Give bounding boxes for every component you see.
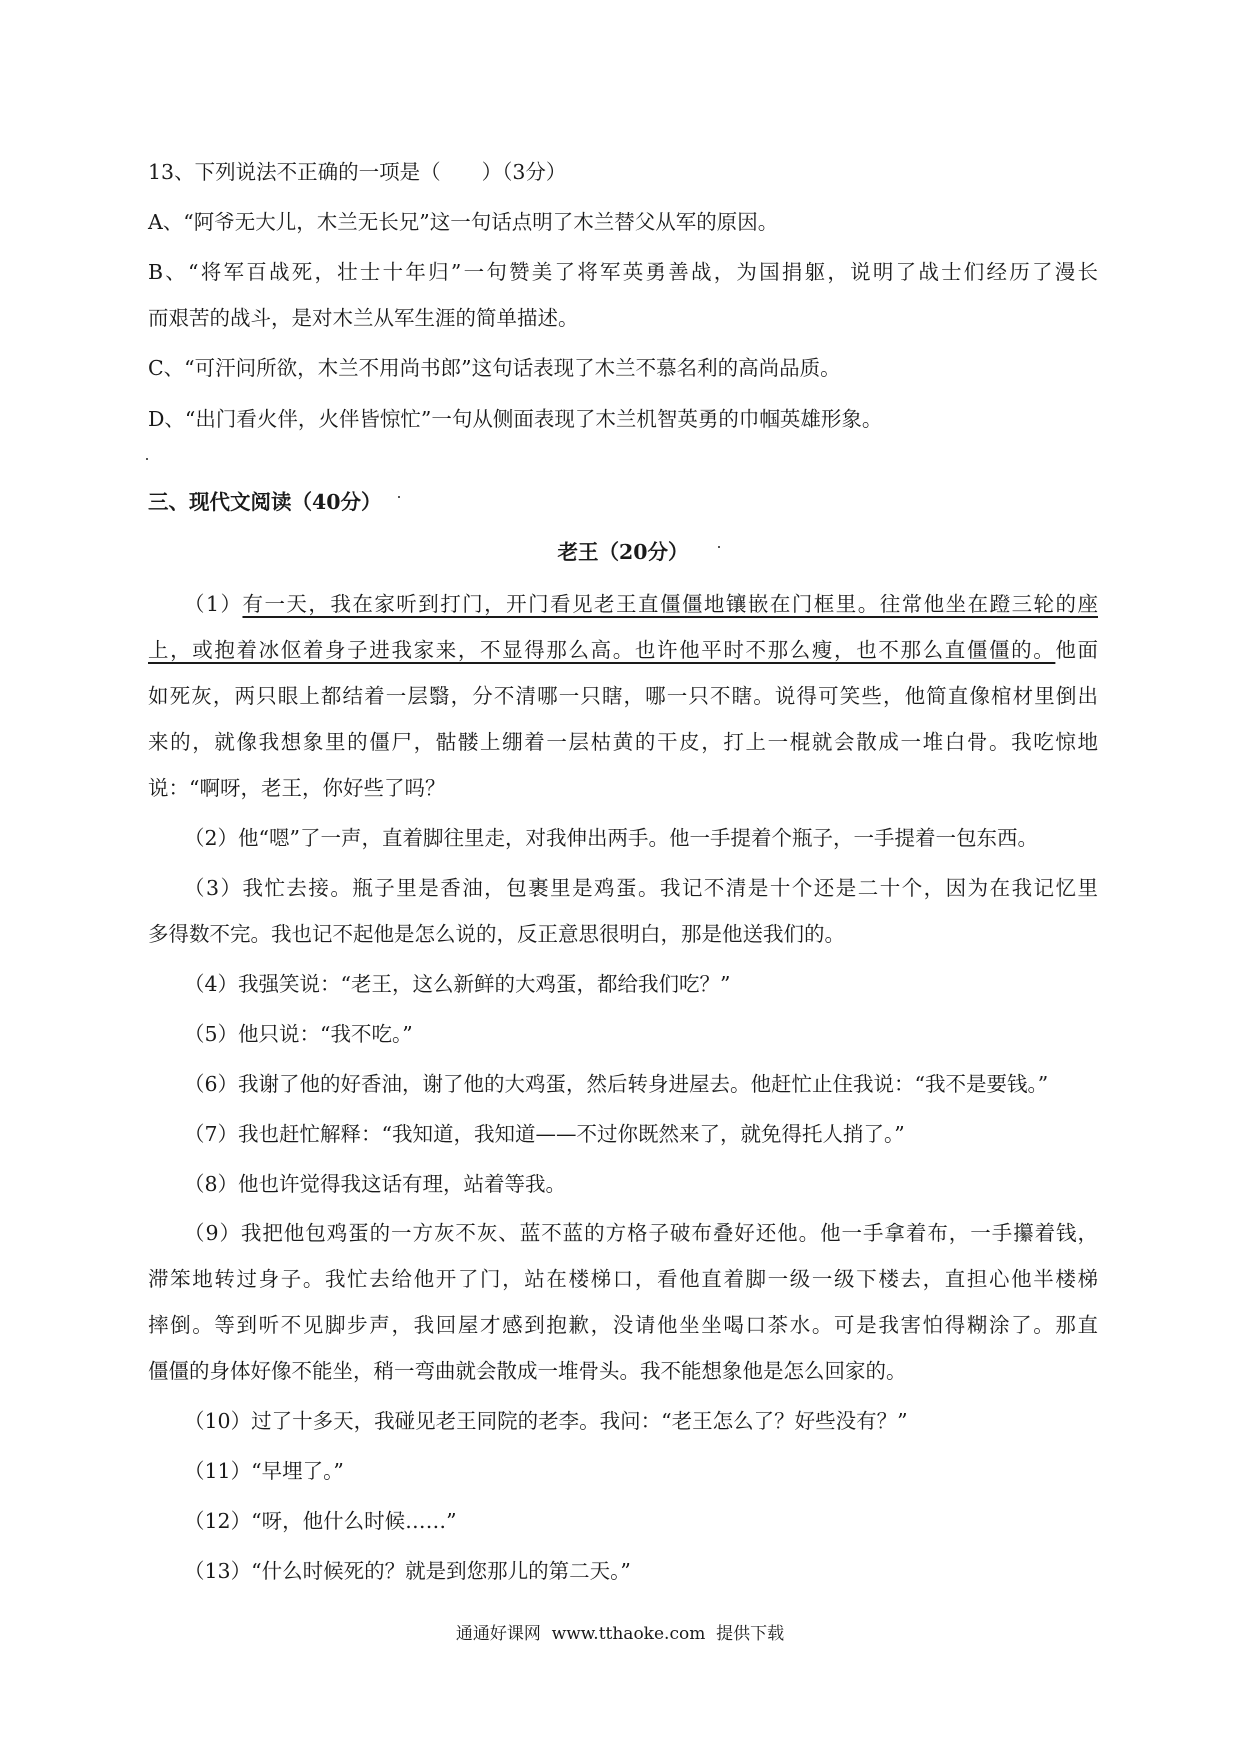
question-13-option-b-line1: B、“将军百战死，壮士十年归”一句赞美了将军英勇善战，为国捐躯，说明了战士们经历了漫长	[148, 260, 1098, 284]
scan-speck	[398, 496, 400, 498]
scan-speck	[718, 546, 720, 548]
paragraph-4: （4）我强笑说：“老王，这么新鲜的大鸡蛋，都给我们吃？”	[184, 972, 731, 996]
paragraph-number: （1）	[184, 592, 243, 616]
paragraph-9-line1: （9）我把他包鸡蛋的一方灰不灰、蓝不蓝的方格子破布叠好还他。他一手拿着布，一手攥着钱，	[184, 1221, 1098, 1245]
paragraph-3-line1: （3）我忙去接。瓶子里是香油，包裹里是鸡蛋。我记不清是十个还是二十个，因为在我记忆里	[184, 876, 1098, 900]
question-13-option-a: A、“阿爷无大儿，木兰无长兄”这一句话点明了木兰替父从军的原因。	[148, 210, 779, 234]
paragraph-11: （11）“早埋了。”	[184, 1459, 344, 1483]
footer-site-name: 通通好课网	[455, 1624, 541, 1644]
question-13-option-c: C、“可汗问所欲，木兰不用尚书郎”这句话表现了木兰不慕名利的高尚品质。	[148, 356, 841, 380]
paragraph-6: （6）我谢了他的好香油，谢了他的大鸡蛋，然后转身进屋去。他赶忙止住我说：“我不是要钱。”	[184, 1072, 1049, 1096]
question-13-option-b-line2: 而艰苦的战斗，是对木兰从军生涯的简单描述。	[148, 306, 579, 330]
scan-speck	[146, 458, 148, 460]
paragraph-text: 他面	[1055, 638, 1099, 662]
paragraph-12: （12）“呀，他什么时候……”	[184, 1509, 457, 1533]
question-13-option-d: D、“出门看火伴，火伴皆惊忙”一句从侧面表现了木兰机智英勇的巾帼英雄形象。	[148, 407, 883, 431]
paragraph-8: （8）他也许觉得我这话有理，站着等我。	[184, 1172, 567, 1196]
paragraph-2: （2）他“嗯”了一声，直着脚往里走，对我伸出两手。他一手提着个瓶子，一手提着一包东西。	[184, 826, 1039, 850]
paragraph-10: （10）过了十多天，我碰见老王同院的老李。我问：“老王怎么了？好些没有？”	[184, 1409, 908, 1433]
paragraph-9-line4: 僵僵的身体好像不能坐，稍一弯曲就会散成一堆骨头。我不能想象他是怎么回家的。	[148, 1359, 907, 1383]
paragraph-9-line2: 滞笨地转过身子。我忙去给他开了门，站在楼梯口，看他直着脚一级一级下楼去，直担心他半楼梯	[148, 1267, 1098, 1291]
paragraph-9-line3: 摔倒。等到听不见脚步声，我回屋才感到抱歉，没请他坐坐喝口茶水。可是我害怕得糊涂了。那直	[148, 1313, 1098, 1337]
footer-url[interactable]: www.tthaoke.com	[551, 1624, 706, 1644]
underlined-text: 上，或抱着冰伛着身子进我家来，不显得那么高。也许他平时不那么瘦，也不那么直僵僵的。	[148, 638, 1056, 662]
section-heading: 三、现代文阅读（40分）	[148, 490, 382, 514]
page-footer	[0, 1622, 1240, 1646]
paragraph-7: （7）我也赶忙解释：“我知道，我知道——不过你既然来了，就免得托人捎了。”	[184, 1122, 905, 1146]
paragraph-13: （13）“什么时候死的？就是到您那儿的第二天。”	[184, 1559, 631, 1583]
paragraph-1-line1	[184, 589, 1098, 619]
question-13-stem: 13、下列说法不正确的一项是（ ）（3分）	[148, 160, 567, 184]
paragraph-1-line2	[148, 635, 1098, 665]
paragraph-3-line2: 多得数不完。我也记不起他是怎么说的，反正意思很明白，那是他送我们的。	[148, 922, 845, 946]
paragraph-1-line5: 说：“啊呀，老王，你好些了吗？	[148, 776, 446, 800]
paragraph-1-line3: 如死灰，两只眼上都结着一层翳，分不清哪一只瞎，哪一只不瞎。说得可笑些，他简直像棺材里倒出	[148, 684, 1098, 708]
paragraph-1-line4: 来的，就像我想象里的僵尸，骷髅上绷着一层枯黄的干皮，打上一棍就会散成一堆白骨。我吃惊地	[148, 730, 1098, 754]
footer-suffix: 提供下载	[716, 1624, 785, 1644]
paragraph-5: （5）他只说：“我不吃。”	[184, 1022, 413, 1046]
underlined-text: 有一天，我在家听到打门，开门看见老王直僵僵地镶嵌在门框里。往常他坐在蹬三轮的座	[242, 592, 1098, 616]
article-title: 老王（20分）	[557, 540, 689, 564]
